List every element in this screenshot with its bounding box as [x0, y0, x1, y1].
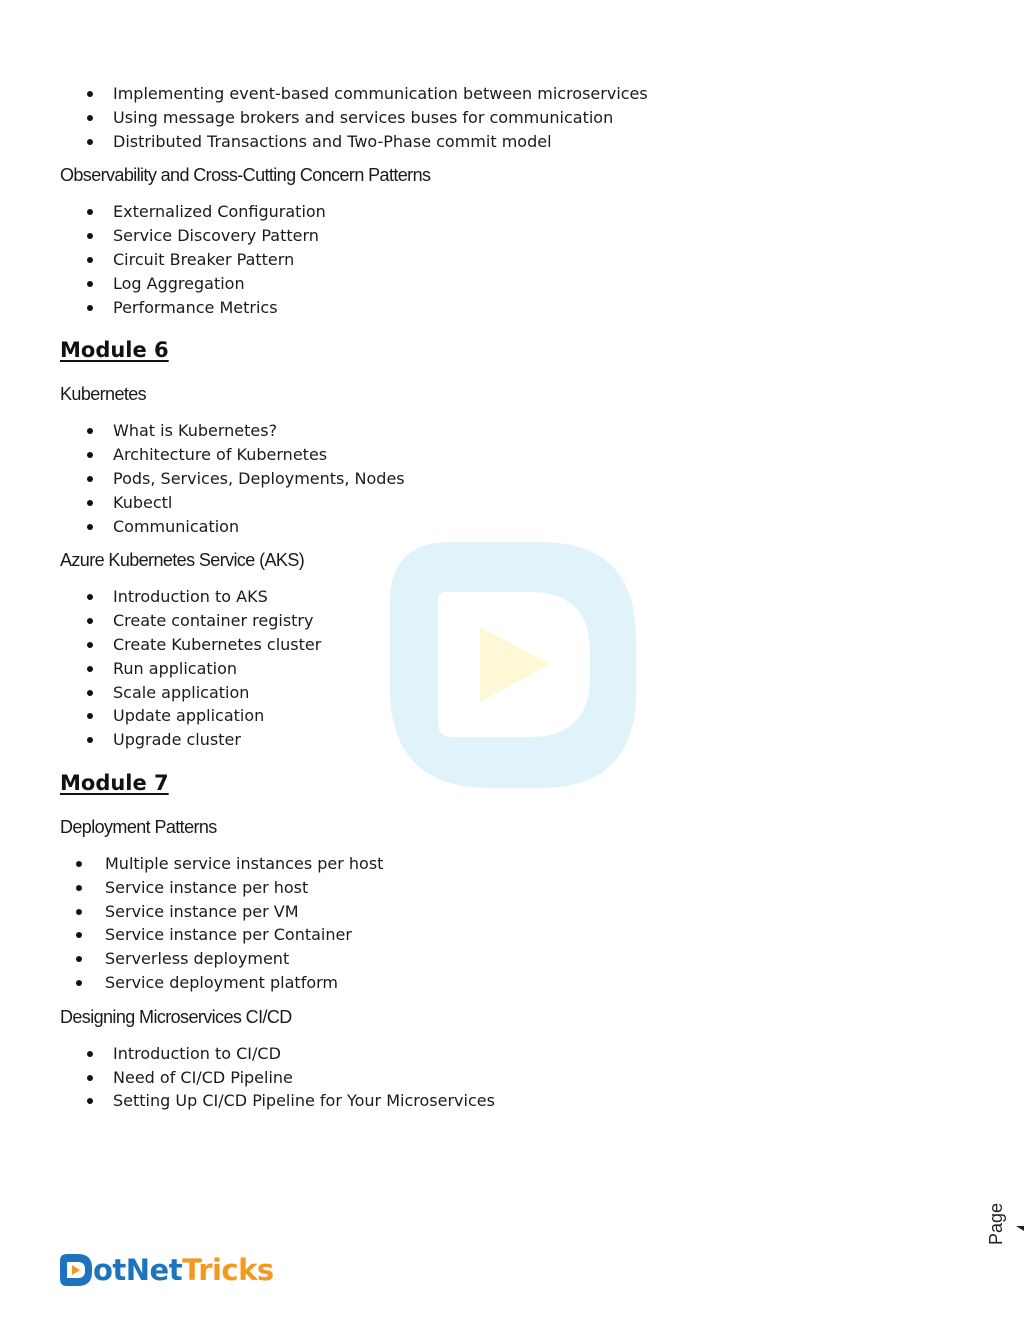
list-item: Serverless deployment — [60, 947, 960, 971]
bullet-list — [60, 419, 960, 538]
module-heading: Module 7 — [60, 770, 169, 795]
list-item: Kubectl — [60, 491, 960, 515]
list-item: What is Kubernetes? — [60, 419, 960, 443]
list-item: Externalized Configuration — [60, 200, 960, 224]
document-content — [60, 82, 960, 1113]
sections-container — [60, 163, 960, 1113]
list-item: Service instance per Container — [60, 923, 960, 947]
list-item: Service instance per VM — [60, 900, 960, 924]
section-heading: Azure Kubernetes Service (AKS) — [60, 550, 305, 571]
logo-text-tricks: Tricks — [182, 1253, 274, 1287]
list-item: Introduction to CI/CD — [60, 1042, 960, 1066]
section-heading: Designing Microservices CI/CD — [60, 1006, 292, 1027]
list-item: Update application — [60, 704, 960, 728]
list-item: Service Discovery Pattern — [60, 224, 960, 248]
list-item: Setting Up CI/CD Pipeline for Your Microservices — [60, 1089, 960, 1113]
list-item: Implementing event-based communication between microservices — [60, 82, 960, 106]
section-heading: Deployment Patterns — [60, 816, 217, 837]
logo-d-play-icon — [60, 1254, 92, 1286]
intro-list — [60, 82, 960, 153]
list-item: Communication — [60, 515, 960, 539]
logo-text-net: otNet — [93, 1253, 183, 1287]
bullet-list — [60, 585, 960, 752]
section-heading: Observability and Cross-Cutting Concern Patterns — [60, 165, 431, 186]
bullet-list — [60, 1042, 960, 1113]
bullet-list — [60, 200, 960, 319]
list-item: Service instance per host — [60, 876, 960, 900]
list-item: Introduction to AKS — [60, 585, 960, 609]
dotnettricks-logo — [60, 1252, 274, 1288]
section-heading: Kubernetes — [60, 384, 147, 405]
list-item: Architecture of Kubernetes — [60, 443, 960, 467]
list-item: Using message brokers and services buses for communication — [60, 106, 960, 130]
list-item: Run application — [60, 657, 960, 681]
list-item: Need of CI/CD Pipeline — [60, 1066, 960, 1090]
list-item: Service deployment platform — [60, 971, 960, 995]
list-item: Performance Metrics — [60, 296, 960, 320]
list-item: Multiple service instances per host — [60, 852, 960, 876]
list-item: Circuit Breaker Pattern — [60, 248, 960, 272]
list-item: Create Kubernetes cluster — [60, 633, 960, 657]
list-item: Scale application — [60, 681, 960, 705]
list-item: Create container registry — [60, 609, 960, 633]
bullet-list — [60, 852, 960, 995]
module-heading: Module 6 — [60, 338, 169, 363]
list-item: Pods, Services, Deployments, Nodes — [60, 467, 960, 491]
logo-wordmark — [93, 1252, 274, 1288]
page-label: Page — [986, 1202, 1006, 1245]
list-item: Log Aggregation — [60, 272, 960, 296]
list-item: Distributed Transactions and Two-Phase commit model — [60, 130, 960, 154]
list-item: Upgrade cluster — [60, 728, 960, 752]
page-number-fragment — [1014, 1226, 1024, 1238]
